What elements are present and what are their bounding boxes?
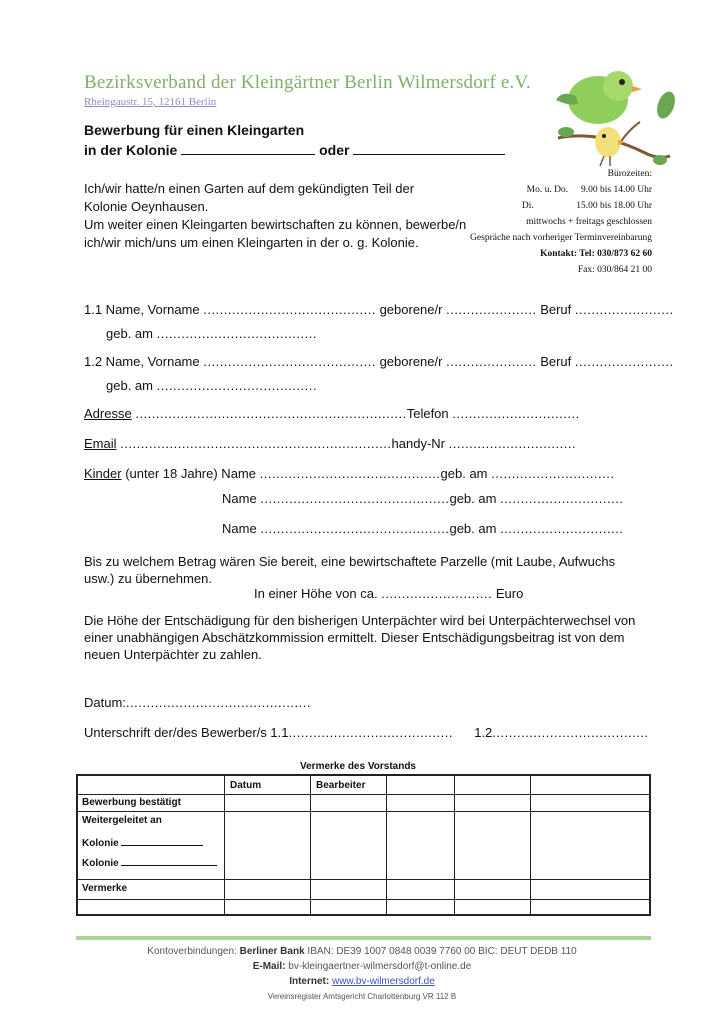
colony-or: oder (319, 142, 350, 158)
office-time-1: 9.00 bis 14.00 Uhr (581, 185, 652, 195)
child-2-birth-label: geb. am (449, 491, 497, 506)
applicant-1-birth-row (106, 326, 317, 341)
intro-line-3: Um weiter einen Kleingarten bewirtschaften zu können, bewerbe/n (84, 217, 467, 232)
signature-label-2: 1.2 (474, 725, 493, 740)
col-editor: Bearbeiter (316, 780, 366, 791)
colony-blank-1[interactable] (181, 142, 315, 155)
phone-label: Telefon (406, 406, 449, 421)
web-label: Internet: (289, 976, 330, 987)
office-row-4: Gespräche nach vorheriger Terminvereinbarung (470, 233, 652, 243)
applicant-2-birth-field[interactable]: ....................................... (156, 378, 317, 393)
applicant-2-birth-label: geb. am (106, 378, 153, 393)
applicant-1-name-label: 1.1 Name, Vorname (84, 302, 200, 317)
phone-field[interactable]: ............................... (452, 406, 580, 421)
intro-line-4: ich/wir mich/uns um einen Kleingarten in der o. g. Kolonie. (84, 235, 419, 250)
applicant-1-born-field[interactable]: ...................... (446, 302, 537, 317)
child-1-name-field[interactable]: ............................................ (259, 466, 441, 481)
office-row-3: mittwochs + freitags geschlossen (526, 217, 652, 227)
amount-field[interactable]: ........................... (381, 586, 493, 601)
office-row-2 (470, 198, 652, 214)
applicant-2-name-label: 1.2 Name, Vorname (84, 354, 200, 369)
row-forwarded: Weitergeleitet an (82, 815, 162, 826)
applicant-1-birth-label: geb. am (106, 326, 153, 341)
row-colony-2-blank[interactable] (121, 856, 217, 866)
office-heading: Bürozeiten: (607, 169, 652, 179)
bank-label: Kontoverbindungen: (147, 946, 237, 957)
office-day-2: Di. (521, 201, 534, 211)
row-colony-1-label: Kolonie (82, 838, 119, 849)
date-field[interactable]: ............................................. (125, 695, 311, 710)
amount-unit: Euro (495, 586, 524, 601)
child-1-birth-field[interactable]: .............................. (491, 466, 615, 481)
bic-value: DEUT DEDB 110 (500, 946, 577, 957)
child-3-birth-field[interactable]: .............................. (500, 521, 624, 536)
applicant-2-birth-row (106, 378, 317, 393)
child-2-name-field[interactable]: .............................................. (260, 491, 450, 506)
footer-web (0, 974, 724, 989)
colony-blank-2[interactable] (353, 142, 505, 155)
row-notes: Vermerke (82, 883, 128, 894)
colony-prefix: in der Kolonie (84, 142, 178, 158)
applicant-1-born-label: geborene/r (379, 302, 443, 317)
organization-address: Rheingaustr. 15, 12161 Berlin (84, 96, 217, 108)
children-row-1 (84, 466, 615, 481)
col-date: Datum (230, 780, 262, 791)
child-2-birth-field[interactable]: .............................. (500, 491, 624, 506)
email-label: Email (84, 436, 117, 451)
applicant-1-job-label: Beruf (540, 302, 572, 317)
board-notes-table (76, 774, 651, 916)
row-colony-1-blank[interactable] (121, 836, 203, 846)
office-day-1: Mo. u. Do. (526, 185, 569, 195)
children-label: Kinder (84, 466, 122, 481)
child-2-name-label: Name (222, 491, 257, 506)
bird-logo-icon (548, 60, 678, 172)
office-time-2: 15.00 bis 18.00 Uhr (576, 201, 652, 211)
mobile-label: handy-Nr (391, 436, 445, 451)
child-3-name-label: Name (222, 521, 257, 536)
email-field[interactable]: .................................................................. (120, 436, 392, 451)
amount-row (254, 586, 523, 601)
intro-text (84, 180, 466, 252)
compensation-text: Die Höhe der Entschädigung für den bisherigen Unterpächter wird bei Unterpächterwechsel von einer unabhängigen Abschätzkommission ermittelt. Dieser Entschädigungsbeitrag ist von dem neuen Unterpächter zu zahlen. (84, 613, 636, 662)
applicant-2-name-field[interactable]: .......................................... (203, 354, 376, 369)
signature-label-1: Unterschrift der/des Bewerber/s 1.1 (84, 725, 289, 740)
signature-field-2[interactable]: ...................................... (492, 725, 649, 740)
web-link[interactable]: www.bv-wilmersdorf.de (331, 976, 435, 987)
child-3-name-field[interactable]: .............................................. (260, 521, 450, 536)
applicant-1-row (84, 302, 674, 317)
footer-divider (76, 936, 651, 940)
row-colony-2 (82, 856, 217, 869)
email-footer-label: E-Mail: (252, 961, 286, 972)
child-1-birth-label: geb. am (440, 466, 488, 481)
iban-label: IBAN: (307, 946, 334, 957)
date-row (84, 695, 311, 710)
applicant-2-job-label: Beruf (540, 354, 572, 369)
email-row (84, 436, 576, 451)
form-title-line1: Bewerbung für einen Kleingarten (84, 122, 305, 138)
child-3-birth-label: geb. am (449, 521, 497, 536)
row-colony-1 (82, 836, 203, 849)
amount-label: In einer Höhe von ca. (254, 586, 378, 601)
bank-name: Berliner Bank (239, 946, 305, 957)
signature-row (84, 725, 649, 740)
bic-label: BIC: (478, 946, 498, 957)
children-note: (unter 18 Jahre) Name (125, 466, 256, 481)
office-contact: Kontakt: Tel: 030/873 62 60 (540, 249, 652, 259)
applicant-2-born-field[interactable]: ...................... (446, 354, 537, 369)
footer-register: Vereinsregister Amtsgericht Charlottenburg VR 112 B (267, 992, 457, 1001)
iban-value: DE39 1007 0848 0039 7760 00 (336, 946, 476, 957)
form-title (84, 120, 505, 160)
organization-name: Bezirksverband der Kleingärtner Berlin Wilmersdorf e.V. (84, 72, 531, 93)
footer (0, 944, 724, 1004)
applicant-2-born-label: geborene/r (379, 354, 443, 369)
applicant-2-row (84, 354, 674, 369)
office-row-1 (470, 182, 652, 198)
address-label: Adresse (84, 406, 132, 421)
children-row-3 (222, 521, 623, 536)
children-row-2 (222, 491, 623, 506)
applicant-1-job-field[interactable]: ........................ (574, 302, 674, 317)
email-footer-value[interactable]: bv-kleingaertner-wilmersdorf@t-online.de (288, 961, 472, 972)
date-label: Datum: (84, 695, 126, 710)
footer-email (0, 959, 724, 974)
office-hours (470, 166, 652, 278)
signature-field-1[interactable]: ........................................ (288, 725, 453, 740)
applicant-1-birth-field[interactable]: ....................................... (156, 326, 317, 341)
form-title-line2 (84, 140, 505, 160)
applicant-2-job-field[interactable]: ........................ (574, 354, 674, 369)
address-field[interactable]: .................................................................. (135, 406, 407, 421)
intro-line-2: Kolonie Oeynhausen. (84, 199, 209, 214)
office-fax: Fax: 030/864 21 00 (577, 265, 652, 275)
address-row (84, 406, 580, 421)
price-question: Bis zu welchem Betrag wären Sie bereit, eine bewirtschaftete Parzelle (mit Laube, Aufwuchs usw.) zu übernehmen. (84, 554, 616, 586)
row-confirmed: Bewerbung bestätigt (82, 797, 181, 808)
mobile-field[interactable]: ............................... (448, 436, 577, 451)
row-colony-2-label: Kolonie (82, 858, 119, 869)
footer-bank (0, 944, 724, 959)
board-notes-title: Vermerke des Vorstands (300, 761, 416, 772)
applicant-1-name-field[interactable]: .......................................... (203, 302, 376, 317)
intro-line-1: Ich/wir hatte/n einen Garten auf dem gekündigten Teil der (84, 181, 415, 196)
